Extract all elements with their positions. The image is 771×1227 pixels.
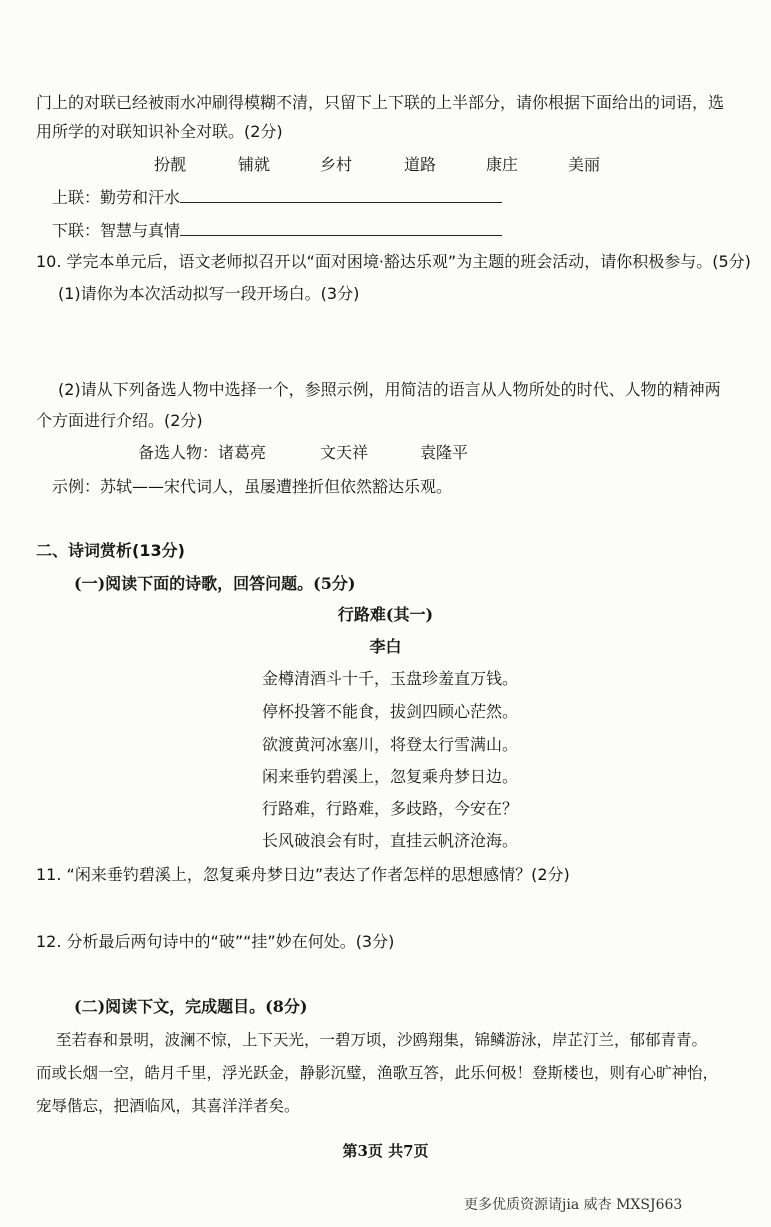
- subsection-2-title: (二)阅读下文，完成题目。(8分): [74, 997, 308, 1016]
- candidates-label: 备选人物：诸葛亮: [138, 443, 267, 462]
- candidate-item: 文天祥: [320, 443, 369, 462]
- poem-line: 行路难，行路难，多歧路，今安在？: [262, 799, 519, 818]
- poem-line: 欲渡黄河冰塞川，将登太行雪满山。: [262, 735, 519, 754]
- q10-stem: 10. 学完本单元后，语文老师拟召开以“面对困境·豁达乐观”为主题的班会活动，请你积极参与。(5分): [36, 252, 751, 271]
- word-bank-item: 扮靓: [154, 155, 187, 174]
- q12: 12. 分析最后两句诗中的“破”“挂”妙在何处。(3分): [36, 932, 395, 951]
- passage-line: 至若春和景明，波澜不惊，上下天光，一碧万顷，沙鸥翔集，锦鳞游泳，岸芷汀兰，郁郁青青。: [56, 1031, 708, 1049]
- passage-line: 宠辱偕忘，把酒临风，其喜洋洋者矣。: [36, 1097, 300, 1115]
- section-2-title: 二、诗词赏析(13分): [36, 541, 185, 560]
- candidate-item: 袁隆平: [420, 443, 469, 462]
- word-bank-item: 铺就: [238, 155, 271, 174]
- lower-couplet-label: 下联：智慧与真情: [52, 221, 181, 240]
- upper-couplet-blank[interactable]: [180, 186, 502, 203]
- q11: 11. “闲来垂钓碧溪上，忽复乘舟梦日边”表达了作者怎样的思想感情？(2分): [36, 865, 570, 884]
- poem-line: 长风破浪会有时，直挂云帆济沧海。: [262, 831, 519, 850]
- lower-couplet: [52, 219, 502, 242]
- q10-part2-line2: 个方面进行介绍。(2分): [36, 411, 203, 430]
- watermark: 更多优质资源请jia 威杏 MXSJ663: [464, 1197, 683, 1213]
- upper-couplet-label: 上联：勤劳和汗水: [52, 188, 181, 207]
- page-number: 第3页 共7页: [342, 1142, 429, 1160]
- word-bank-item: 美丽: [568, 155, 601, 174]
- upper-couplet: [52, 186, 502, 209]
- word-bank-item: 乡村: [320, 155, 353, 174]
- poem-author: 李白: [369, 637, 402, 656]
- poem-title: 行路难(其一): [337, 605, 434, 624]
- subsection-1-title: (一)阅读下面的诗歌，回答问题。(5分): [74, 574, 356, 593]
- word-bank-item: 康庄: [486, 155, 519, 174]
- lower-couplet-blank[interactable]: [180, 219, 502, 236]
- q10-part2-line1: (2)请从下列备选人物中选择一个，参照示例，用简洁的语言从人物所处的时代、人物的精神两: [58, 380, 721, 399]
- q9-line2: 用所学的对联知识补全对联。(2分): [36, 122, 283, 141]
- word-bank-item: 道路: [404, 155, 437, 174]
- q10-part1: (1)请你为本次活动拟写一段开场白。(3分): [58, 284, 360, 303]
- passage-line: 而或长烟一空，皓月千里，浮光跃金，静影沉璧，渔歌互答，此乐何极！登斯楼也，则有心旷神怡，: [36, 1064, 719, 1082]
- q9-line1: 门上的对联已经被雨水冲刷得模糊不清，只留下上下联的上半部分，请你根据下面给出的词语，选: [36, 93, 725, 112]
- poem-line: 闲来垂钓碧溪上，忽复乘舟梦日边。: [262, 767, 519, 786]
- poem-line: 金樽清酒斗十千，玉盘珍羞直万钱。: [262, 669, 519, 688]
- example-text: 示例：苏轼——宋代词人，虽屡遭挫折但依然豁达乐观。: [52, 477, 453, 496]
- poem-line: 停杯投箸不能食，拔剑四顾心茫然。: [262, 702, 519, 721]
